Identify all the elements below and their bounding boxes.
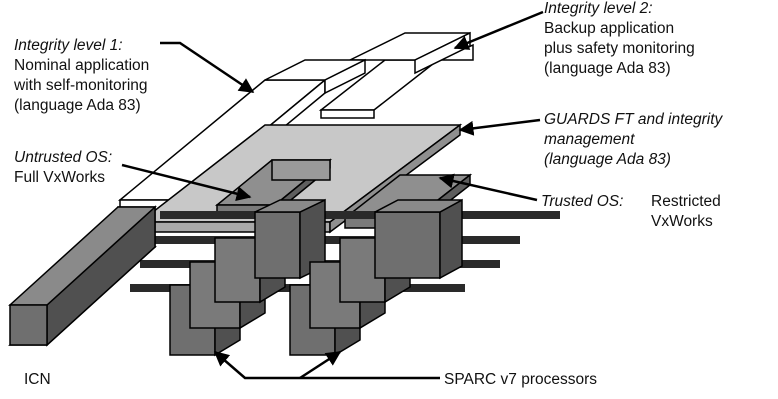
integrity-level-1-title: Integrity level 1:: [14, 37, 123, 54]
integrity-level-2-line2: plus safety monitoring: [544, 40, 695, 57]
untrusted-os-title: Untrusted OS:: [14, 149, 113, 166]
integrity-level-2-line3: (language Ada 83): [544, 60, 671, 77]
integrity-level-1-line3: (language Ada 83): [14, 97, 141, 114]
integrity-level-1-line1: Nominal application: [14, 57, 150, 74]
icn-label: ICN: [24, 371, 51, 388]
trusted-os-line1: Restricted: [651, 193, 721, 210]
trusted-os-title: Trusted OS:: [541, 193, 624, 210]
icn-beam: [10, 207, 155, 345]
integrity-level-2-title: Integrity level 2:: [544, 0, 653, 17]
guards-ft-line3: (language Ada 83): [544, 151, 671, 168]
sparc-processors-label: SPARC v7 processors: [444, 371, 598, 388]
trusted-os-line2: VxWorks: [651, 213, 713, 230]
guards-ft-line2: management: [544, 131, 635, 148]
guards-ft-line1: GUARDS FT and integrity: [544, 111, 723, 128]
untrusted-os-line1: Full VxWorks: [14, 169, 106, 186]
integrity-level-1-line2: with self-monitoring: [14, 77, 148, 94]
integrity-level-2-line1: Backup application: [544, 20, 675, 37]
